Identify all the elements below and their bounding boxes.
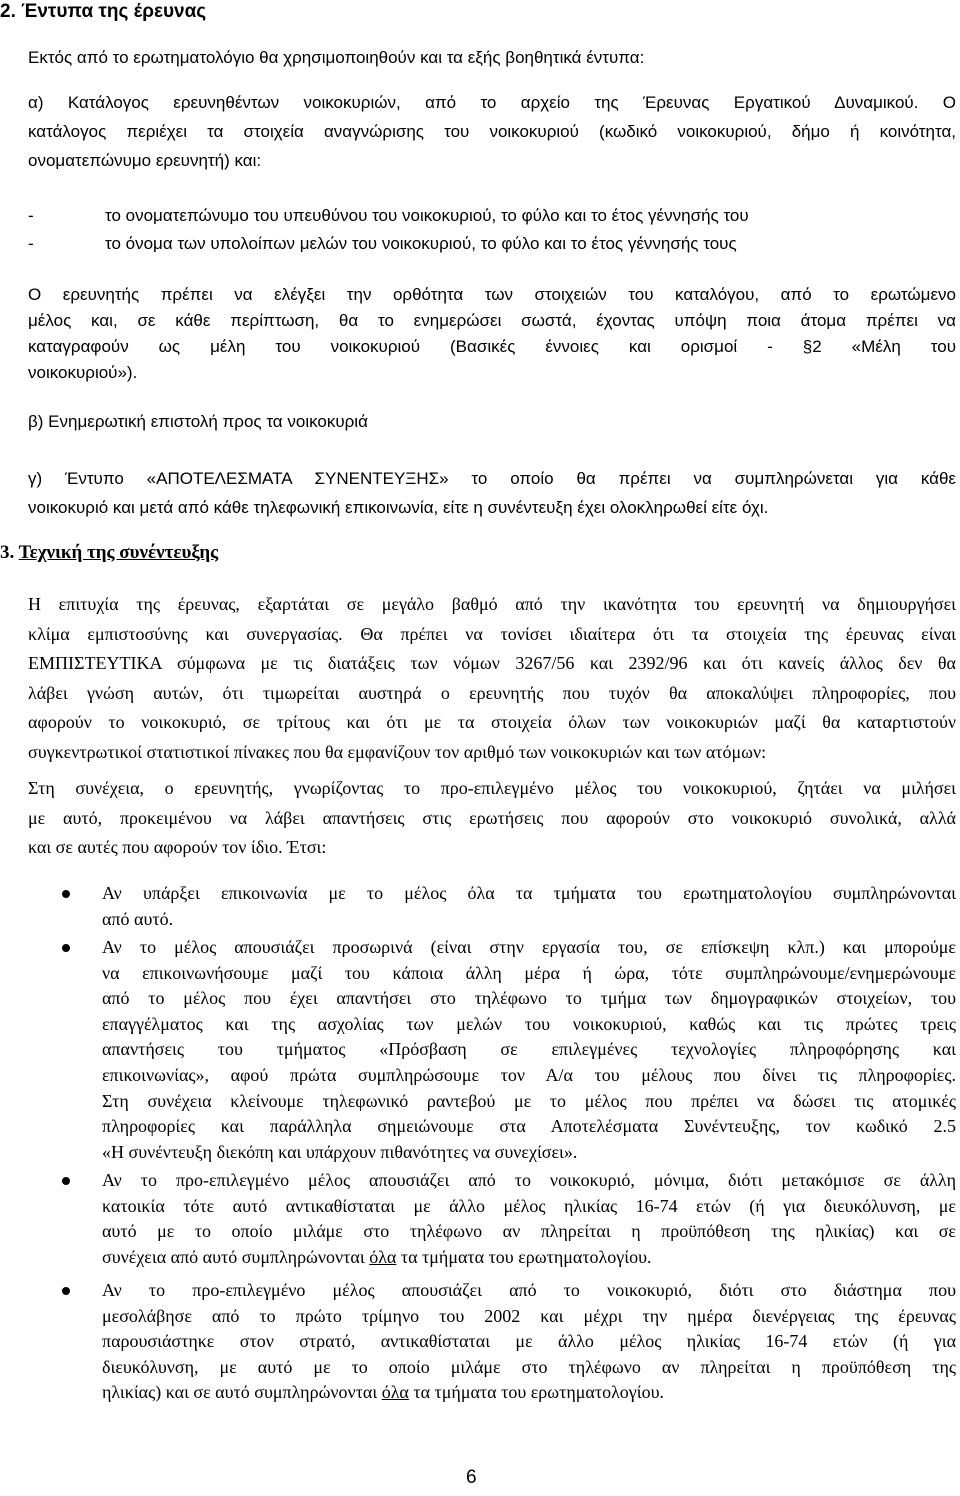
text-line: παρουσιάστηκε στον στρατό, αντικαθίσταται με άλλο μέλος ηλικίας 16-74 ετών (ή για (102, 1331, 956, 1352)
text-line: Αν το προ-επιλεγμένο μέλος απουσιάζει από το νοικοκυριό, διότι στο διάστημα που (102, 1280, 956, 1300)
dash-list (28, 202, 948, 258)
item-b: β) Ενημερωτική επιστολή προς τα νοικοκυριά (28, 412, 368, 431)
text-line: Αν το μέλος απουσιάζει προσωρινά (είναι στην εργασία του, σε επίσκεψη κλπ.) και μπορούμε (102, 937, 956, 957)
text-line: α) Κατάλογος ερευνηθέντων νοικοκυριών, από το αρχείο της Έρευνας Εργατικού Δυναμικού. Ο (28, 93, 956, 112)
text-line: από αυτό. (102, 908, 174, 929)
technique-paragraph-2 (28, 774, 956, 863)
text-line: Η επιτυχία της έρευνας, εξαρτάται σε μεγάλο βαθμό από την ικανότητα του ερευνητή να δημιουργήσει (28, 594, 956, 614)
text-line: από το μέλος που έχει απαντήσει στο τηλέφωνο το τμήμα των δημογραφικών στοιχείων, του (102, 988, 956, 1009)
technique-paragraph-1 (28, 590, 956, 768)
text-line (102, 1245, 956, 1271)
text-line: αφορούν το νοικοκυριό, σε τρίτους και ότι με τα στοιχεία όλων των νοικοκυριών μαζί θα καταρτιστούν (28, 712, 956, 733)
text-line: Αν το προ-επιλεγμένο μέλος απουσιάζει από το νοικοκυριό, μόνιμα, διότι μετακόμισε σε άλλη (102, 1170, 956, 1190)
underlined-word: όλα (369, 1246, 397, 1267)
text-line: συγκεντρωτικοί στατιστικοί πίνακες που θα εμφανίζουν τον αριθμό των νοικοκυριών και των ατόμων: (28, 741, 767, 762)
bullet-list (28, 881, 956, 1441)
item-c-paragraph (28, 464, 956, 522)
text-line: «Η συνέντευξη διεκόπη και υπάρχουν πιθανότητες να συνεχίσει». (102, 1141, 578, 1162)
text-line: λάβει γνώση αυτών, ότι τιμωρείται αυστηρά ο ερευνητής που τυχόν θα αποκαλύψει πληροφορίες, που (28, 682, 956, 703)
list-item (28, 230, 948, 258)
section-heading-2: 2. Έντυπα της έρευνας (0, 1, 207, 22)
section-title: Τεχνική της συνέντευξης (18, 542, 219, 563)
text-line: με αυτό, προκειμένου να λάβει απαντήσεις στις ερωτήσεις που αφορούν στο νοικοκυριό συνολικά, αλλά (28, 807, 956, 828)
text-line: απαντήσεις του τμήματος «Πρόσβαση σε επιλεγμένες τεχνολογίες πληροφόρησης και (102, 1039, 956, 1060)
text-line: Ο ερευνητής πρέπει να ελέγξει την ορθότητα των στοιχειών του καταλόγου, από το ερωτώμενο (28, 285, 956, 304)
bullet-dot (62, 1177, 70, 1185)
text-line: πληροφορίες και παράλληλα σημειώνουμε στα Αποτελέσματα Συνέντευξης, τον κωδικό 2.5 (102, 1116, 956, 1137)
text-line: αυτό με το οποίο μιλάμε στο τηλέφωνο αν πληρείται η προϋπόθεση της ηλικίας) και σε (102, 1221, 956, 1242)
text-line: να επικοινωνήσουμε μαζί του κάποια άλλη μέρα ή ώρα, τότε συμπληρώνουμε/ενημερώνουμε (102, 962, 956, 983)
text-line: καταγραφούν ως μέλη του νοικοκυριού (Βασικές έννοιες και ορισμοί - §2 «Μέλη του (28, 337, 956, 356)
dash-marker: - (28, 206, 34, 225)
dash-marker: - (28, 234, 34, 253)
page-number: 6 (466, 1467, 477, 1488)
text-line: νοικοκυριό και μετά από κάθε τηλεφωνική επικοινωνία, είτε η συνέντευξη έχει ολοκληρωθεί είτε όχι. (28, 498, 769, 517)
text-line: επικοινωνίας», αφού πρώτα συμπληρώσουμε τον Α/α του μέλους που δίνει τις πληροφορίες. (102, 1064, 956, 1085)
text-line: Αν υπάρξει επικοινωνία με το μέλος όλα τα τμήματα του ερωτηματολογίου συμπληρώνονται (102, 883, 956, 903)
text-run: τα τμήματα του ερωτηματολογίου. (408, 1382, 665, 1403)
bullet-dot (62, 944, 70, 952)
text-line: γ) Έντυπο «ΑΠΟΤΕΛΕΣΜΑΤΑ ΣΥΝΕΝΤΕΥΞΗΣ» το οποίο θα πρέπει να συμπληρώνεται για κάθε (28, 469, 956, 488)
text-line: διευκόλυνση, με αυτό με το οποίο μιλάμε στο τηλέφωνο αν πληρείται η προϋπόθεση της (102, 1356, 956, 1377)
text-line: κατοικία τότε αυτό αντικαθίσταται με άλλο μέλος ηλικίας 16-74 ετών (ή για διευκόλυνση, με (102, 1195, 956, 1216)
text-line: Στη συνέχεια, ο ερευνητής, γνωρίζοντας το προ-επιλεγμένο μέλος του νοικοκυριού, ζητάει να μιλήσει (28, 778, 956, 798)
text-line: ονοματεπώνυμο ερευνητή) και: (28, 151, 262, 170)
text-line: μέλος και, σε κάθε περίπτωση, θα το ενημερώσει σωστά, έχοντας υπόψη ποια άτομα πρέπει να (28, 311, 956, 330)
list-item-text: το όνομα των υπολοίπων μελών του νοικοκυριού, το φύλο και το έτος γέννησής τους (105, 234, 737, 253)
check-paragraph (28, 282, 956, 386)
section-number: 3. (0, 542, 15, 563)
bullet-dot (62, 1287, 70, 1295)
section-2-intro: Εκτός από το ερωτηματολόγιο θα χρησιμοποιηθούν και τα εξής βοηθητικά έντυπα: (28, 48, 645, 67)
text-line: Στη συνέχεια κλείνουμε τηλεφωνικό ραντεβού με το μέλος που πρέπει να δώσει τις ατομικές (102, 1090, 956, 1111)
list-item (28, 202, 948, 230)
underlined-word: όλα (381, 1382, 409, 1403)
text-line: επαγγέλματος και της ασχολίας των μελών του νοικοκυριού, καθώς και τις πρώτες τρεις (102, 1013, 956, 1034)
item-a-paragraph (28, 88, 956, 175)
text-line (102, 1380, 956, 1406)
text-line: μεσολάβησε από το πρώτο τρίμηνο του 2002 και μέχρι την ημέρα διενέργειας της έρευνας (102, 1305, 956, 1326)
text-line: ΕΜΠΙΣΤΕΥΤΙΚΑ σύμφωνα με τις διατάξεις των νόμων 3267/56 και 2392/96 και ότι κανείς άλλος δεν θα (28, 653, 956, 674)
text-line: κλίμα εμπιστοσύνης και συνεργασίας. Θα πρέπει να τονίσει ιδιαίτερα ότι τα στοιχεία της έρευνας είναι (28, 623, 956, 644)
text-run: τα τμήματα του ερωτηματολογίου. (396, 1246, 652, 1267)
list-item-text: το ονοματεπώνυμο του υπευθύνου του νοικοκυριού, το φύλο και το έτος γέννησής του (105, 206, 749, 225)
text-line: νοικοκυριού»). (28, 363, 138, 382)
bullet-dot (62, 890, 70, 898)
text-run: συνέχεια από αυτό συμπληρώνονται (102, 1246, 370, 1267)
text-run: ηλικίας) και σε αυτό συμπληρώνονται (102, 1382, 382, 1403)
text-line: κατάλογος περιέχει τα στοιχεία αναγνώρισης του νοικοκυριού (κωδικό νοικοκυριού, δήμο ή κοινότητα, (28, 122, 956, 141)
section-heading-3 (0, 541, 218, 565)
text-line: και σε αυτές που αφορούν τον ίδιο. Έτσι: (28, 837, 327, 858)
